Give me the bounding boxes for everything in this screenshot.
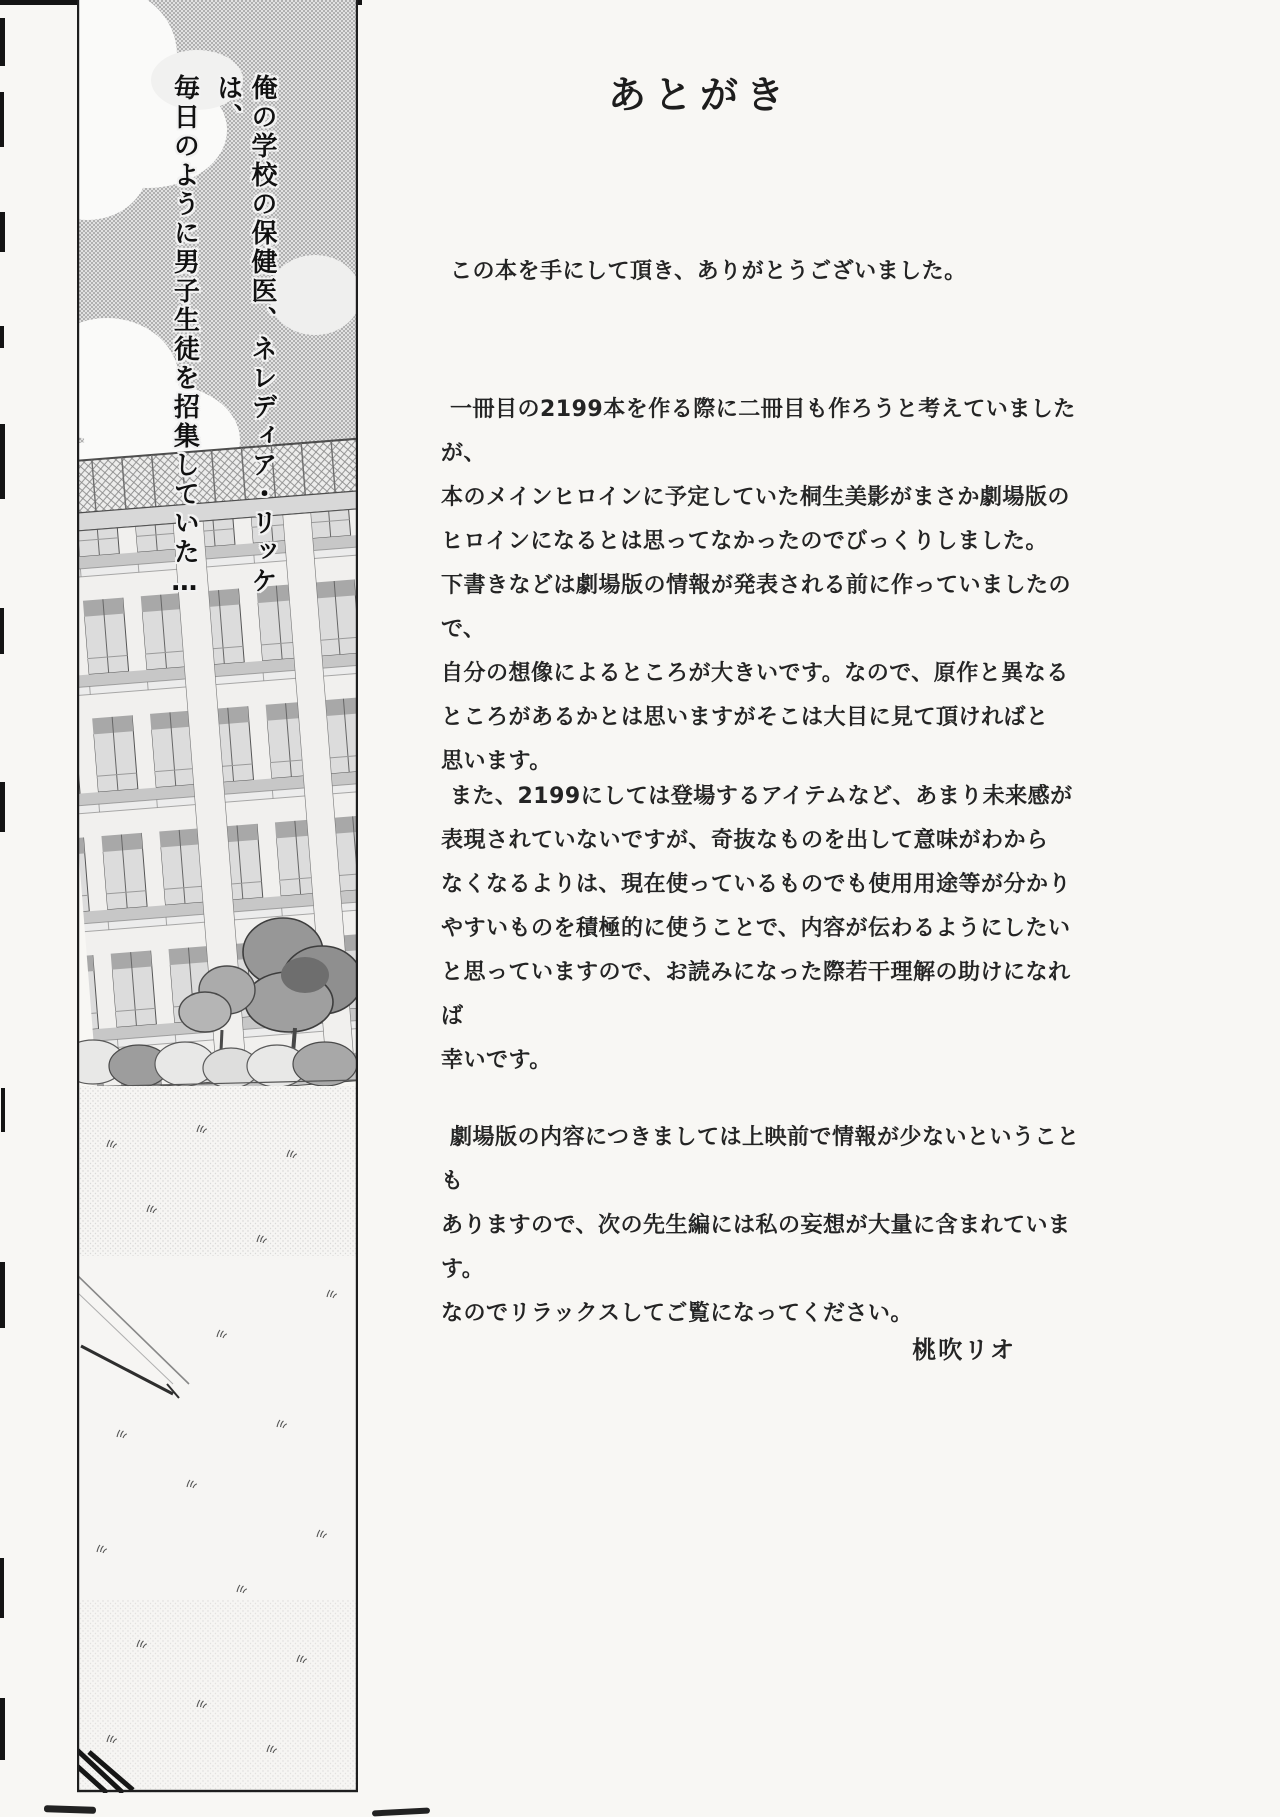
- scan-artifact: [0, 18, 5, 66]
- schoolyard-ground: [77, 1086, 358, 1793]
- afterword-paragraph: また、2199にしては登場するアイテムなど、あまり未来感が 表現されていないですが、奇抜なものを出して意味がわから なくなるよりは、現在使っているものでも使用用途等が分かり やすいものを積極的に使うことで、内容が伝わるようにしたい と思っていますので、お読みになった際若干理解の助けになれば 幸いです。: [441, 784, 1073, 1073]
- page-title: あとがき: [607, 73, 792, 117]
- scan-artifact: [0, 1558, 4, 1618]
- caption-column: 俺の学校の保健医、ネレディア・リッケは、: [212, 74, 277, 596]
- scan-artifact: [0, 92, 4, 147]
- afterword-paragraph: この本を手にして頂き、ありがとうございました。: [450, 259, 967, 284]
- scan-artifact: [44, 1805, 96, 1814]
- scan-artifact: [0, 1698, 5, 1760]
- scan-artifact: [0, 782, 5, 832]
- scan-artifact: [1, 1088, 5, 1132]
- panel-caption: [169, 74, 279, 634]
- scan-artifact: [0, 424, 5, 499]
- scan-artifact: [0, 608, 4, 654]
- author-signature: 桃吹リオ: [912, 1336, 1016, 1364]
- scan-artifact: [0, 212, 5, 252]
- caption-column: 毎日のように男子生徒を招集していた…: [169, 74, 200, 600]
- afterword-paragraph: 劇場版の内容につきましては上映前で情報が少ないということも ありますので、次の先生編には私の妄想が大量に含まれています。 なのでリラックスしてご覧になってください。: [441, 1125, 1080, 1326]
- scan-artifact: [0, 326, 4, 348]
- afterword-paragraph: 一冊目の2199本を作る際に二冊目も作ろうと考えていましたが、 本のメインヒロインに予定していた桐生美影がまさか劇場版の ヒロインになるとは思ってなかったのでびっくりしました。 下書きなどは劇場版の情報が発表される前に作っていましたので、 自分の想像によるところが大きいです。なので、原作と異なる ところがあるかとは思いますがそこは大目に見て頂ければと 思います。: [441, 397, 1076, 774]
- scan-artifact: [0, 1262, 5, 1328]
- scan-artifact: [372, 1807, 430, 1816]
